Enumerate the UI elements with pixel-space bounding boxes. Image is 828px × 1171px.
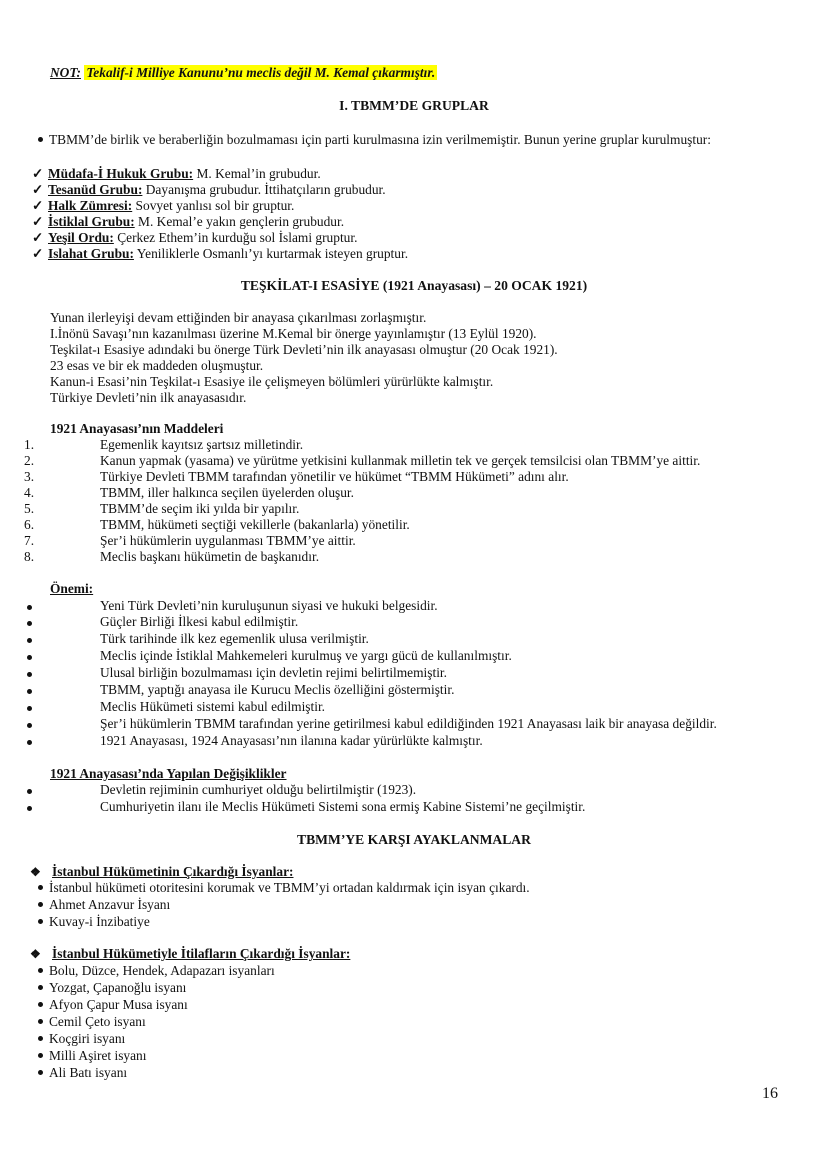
group-item bbox=[32, 166, 321, 183]
revolt-text: Ahmet Anzavur İsyanı bbox=[49, 897, 171, 912]
section-title-revolts: TBMM’YE KARŞI AYAKLANMALAR bbox=[297, 832, 531, 847]
group-desc: M. Kemal’in grubudur. bbox=[193, 166, 321, 181]
paragraph-line: Türkiye Devleti’nin ilk anayasasıdır. bbox=[50, 390, 247, 405]
group-desc: Sovyet yanlısı sol bir gruptur. bbox=[132, 198, 295, 213]
revolt-item bbox=[38, 997, 188, 1014]
bullet-icon bbox=[27, 631, 32, 648]
bullet-icon bbox=[38, 902, 43, 907]
check-icon: ✓ bbox=[32, 214, 44, 229]
note-line bbox=[50, 65, 437, 81]
articles-title: 1921 Anayasası’nın Maddeleri bbox=[50, 421, 224, 436]
group-item bbox=[32, 198, 294, 215]
article-number: 2. bbox=[24, 453, 35, 468]
article-number: 4. bbox=[24, 485, 35, 500]
paragraph-line: Kanun-i Esasi’nin Teşkilat-ı Esasiye ile çelişmeyen bölümleri yürürlükte kalmıştır. bbox=[50, 374, 494, 389]
article-number: 5. bbox=[24, 501, 35, 516]
bullet-icon bbox=[27, 665, 32, 682]
importance-item: Meclis Hükümeti sistemi kabul edilmiştir. bbox=[100, 699, 326, 714]
note-label: NOT: bbox=[50, 65, 81, 80]
importance-item: Güçler Birliği İlkesi kabul edilmiştir. bbox=[100, 614, 299, 629]
bullet-icon bbox=[27, 682, 32, 699]
importance-item: Meclis içinde İstiklal Mahkemeleri kurulmuş ve yargı gücü de kullanılmıştır. bbox=[100, 648, 512, 663]
revolt-text: Ali Batı isyanı bbox=[49, 1065, 128, 1080]
group-desc: M. Kemal’e yakın gençlerin grubudur. bbox=[134, 214, 345, 229]
revolt-item bbox=[38, 914, 150, 931]
check-icon: ✓ bbox=[32, 246, 44, 261]
group-desc: Çerkez Ethem’in kurduğu sol İslami gruptur. bbox=[113, 230, 358, 245]
revolt-text: Bolu, Düzce, Hendek, Adapazarı isyanları bbox=[49, 963, 275, 978]
bullet-icon bbox=[27, 648, 32, 665]
article-text: Egemenlik kayıtsız şartsız milletindir. bbox=[100, 437, 304, 452]
diamond-bullet-icon: ❖ bbox=[30, 865, 41, 879]
group-name: Müdafa-İ Hukuk Grubu: bbox=[48, 166, 194, 181]
diamond-bullet-icon: ❖ bbox=[30, 947, 41, 961]
article-text: Kanun yapmak (yasama) ve yürütme yetkisini kullanmak milletin tek ve gerçek temsilcisi olan TBMM’ye aittir. bbox=[100, 453, 701, 468]
revolt-item bbox=[38, 897, 170, 914]
bullet-icon bbox=[38, 968, 43, 973]
change-item: Devletin rejiminin cumhuriyet olduğu belirtilmiştir (1923). bbox=[100, 782, 417, 797]
article-text: Şer’i hükümlerin uygulanması TBMM’ye aittir. bbox=[100, 533, 356, 548]
bullet-icon bbox=[38, 985, 43, 990]
revolt-text: Afyon Çapur Musa isyanı bbox=[49, 997, 188, 1012]
bullet-icon bbox=[38, 137, 43, 142]
revolt-text: Koçgiri isyanı bbox=[49, 1031, 126, 1046]
importance-item: Ulusal birliğin bozulmaması için devletin rejimi belirtilmemiştir. bbox=[100, 665, 447, 680]
revolt-item bbox=[38, 980, 186, 997]
revolt-item bbox=[38, 963, 275, 980]
importance-title: Önemi: bbox=[50, 581, 94, 596]
check-icon: ✓ bbox=[32, 198, 44, 213]
importance-item: Yeni Türk Devleti’nin kuruluşunun siyasi ve hukuki belgesidir. bbox=[100, 598, 438, 613]
page-number: 16 bbox=[762, 1085, 778, 1102]
article-text: Meclis başkanı hükümetin de başkanıdır. bbox=[100, 549, 320, 564]
revolts-group2-title: İstanbul Hükümetiyle İtilafların Çıkardığı İsyanlar: bbox=[52, 946, 351, 961]
revolt-text: Cemil Çeto isyanı bbox=[49, 1014, 146, 1029]
revolt-item bbox=[38, 1031, 125, 1048]
bullet-icon bbox=[27, 799, 32, 816]
article-number: 6. bbox=[24, 517, 35, 532]
bullet-icon bbox=[38, 919, 43, 924]
change-item: Cumhuriyetin ilanı ile Meclis Hükümeti Sistemi sona ermiş Kabine Sistemi’ne geçilmiştir. bbox=[100, 799, 586, 814]
group-name: Tesanüd Grubu: bbox=[48, 182, 143, 197]
group-name: İstiklal Grubu: bbox=[48, 214, 135, 229]
revolts-group2-header bbox=[30, 946, 350, 963]
revolt-item bbox=[38, 880, 530, 897]
bullet-icon bbox=[27, 733, 32, 750]
bullet-icon bbox=[38, 1036, 43, 1041]
check-icon: ✓ bbox=[32, 230, 44, 245]
importance-item: Türk tarihinde ilk kez egemenlik ulusa verilmiştir. bbox=[100, 631, 369, 646]
changes-title: 1921 Anayasası’nda Yapılan Değişiklikler bbox=[50, 766, 287, 781]
group-item bbox=[32, 214, 344, 231]
note-text: Tekalif-i Milliye Kanunu’nu meclis değil M. Kemal çıkarmıştır. bbox=[86, 65, 436, 80]
revolt-text: Yozgat, Çapanoğlu isyanı bbox=[49, 980, 187, 995]
group-item bbox=[32, 246, 408, 263]
bullet-icon bbox=[38, 1053, 43, 1058]
bullet-icon bbox=[38, 1019, 43, 1024]
check-icon: ✓ bbox=[32, 182, 44, 197]
revolt-item bbox=[38, 1014, 146, 1031]
group-desc: Dayanışma grubudur. İttihatçıların grubudur. bbox=[142, 182, 386, 197]
paragraph-line: Teşkilat-ı Esasiye adındaki bu önerge Türk Devleti’nin ilk anayasası olmuştur (20 Ocak 1921). bbox=[50, 342, 558, 357]
bullet-icon bbox=[27, 782, 32, 799]
group-name: Islahat Grubu: bbox=[48, 246, 134, 261]
group-desc: Yeniliklerle Osmanlı’yı kurtarmak isteyen gruptur. bbox=[133, 246, 409, 261]
group-name: Yeşil Ordu: bbox=[48, 230, 114, 245]
revolt-item bbox=[38, 1048, 146, 1065]
group-item bbox=[32, 182, 386, 199]
bullet-icon bbox=[27, 598, 32, 615]
bullet-icon bbox=[38, 885, 43, 890]
importance-item: Şer’i hükümlerin TBMM tarafından yerine getirilmesi kabul edildiğinden 1921 Anayasası laik bir anayasa değildir. bbox=[100, 716, 717, 731]
group-name: Halk Zümresi: bbox=[48, 198, 133, 213]
importance-item: TBMM, yaptığı anayasa ile Kurucu Meclis özelliğini göstermiştir. bbox=[100, 682, 455, 697]
check-icon: ✓ bbox=[32, 166, 44, 181]
revolts-group1-header bbox=[30, 864, 293, 881]
article-text: Türkiye Devleti TBMM tarafından yönetilir ve hükümet “TBMM Hükümeti” adını alır. bbox=[100, 469, 569, 484]
section-title-constitution: TEŞKİLAT-I ESASİYE (1921 Anayasası) – 20 OCAK 1921) bbox=[240, 278, 588, 293]
bullet-icon bbox=[38, 1002, 43, 1007]
group-item bbox=[32, 230, 357, 247]
article-text: TBMM, iller halkınca seçilen üyelerden oluşur. bbox=[100, 485, 354, 500]
article-number: 1. bbox=[24, 437, 35, 452]
section-title-groups: I. TBMM’DE GRUPLAR bbox=[339, 98, 489, 113]
revolt-text: İstanbul hükümeti otoritesini korumak ve TBMM’yi ortadan kaldırmak için isyan çıkardı. bbox=[49, 880, 530, 895]
article-text: TBMM’de seçim iki yılda bir yapılır. bbox=[100, 501, 300, 516]
revolt-item bbox=[38, 1065, 127, 1082]
groups-intro bbox=[38, 132, 711, 149]
bullet-icon bbox=[27, 716, 32, 733]
revolt-text: Milli Aşiret isyanı bbox=[49, 1048, 147, 1063]
bullet-icon bbox=[38, 1070, 43, 1075]
importance-item: 1921 Anayasası, 1924 Anayasası’nın ilanına kadar yürürlükte kalmıştır. bbox=[100, 733, 483, 748]
groups-intro-text: TBMM’de birlik ve beraberliğin bozulmaması için parti kurulmasına izin verilmemiştir. Bunun yerine gruplar kurulmuştur: bbox=[49, 132, 711, 147]
article-text: TBMM, hükümeti seçtiği vekillerle (bakanlarla) yönetilir. bbox=[100, 517, 410, 532]
article-number: 8. bbox=[24, 549, 35, 564]
article-number: 3. bbox=[24, 469, 35, 484]
paragraph-line: 23 esas ve bir ek maddeden oluşmuştur. bbox=[50, 358, 264, 373]
revolts-group1-title: İstanbul Hükümetinin Çıkardığı İsyanlar: bbox=[52, 864, 294, 879]
bullet-icon bbox=[27, 614, 32, 631]
article-number: 7. bbox=[24, 533, 35, 548]
paragraph-line: Yunan ilerleyişi devam ettiğinden bir anayasa çıkarılması zorlaşmıştır. bbox=[50, 310, 427, 325]
bullet-icon bbox=[27, 699, 32, 716]
paragraph-line: I.İnönü Savaşı’nın kazanılması üzerine M.Kemal bir önerge yayınlamıştır (13 Eylül 1920). bbox=[50, 326, 537, 341]
revolt-text: Kuvay-i İnzibatiye bbox=[49, 914, 150, 929]
